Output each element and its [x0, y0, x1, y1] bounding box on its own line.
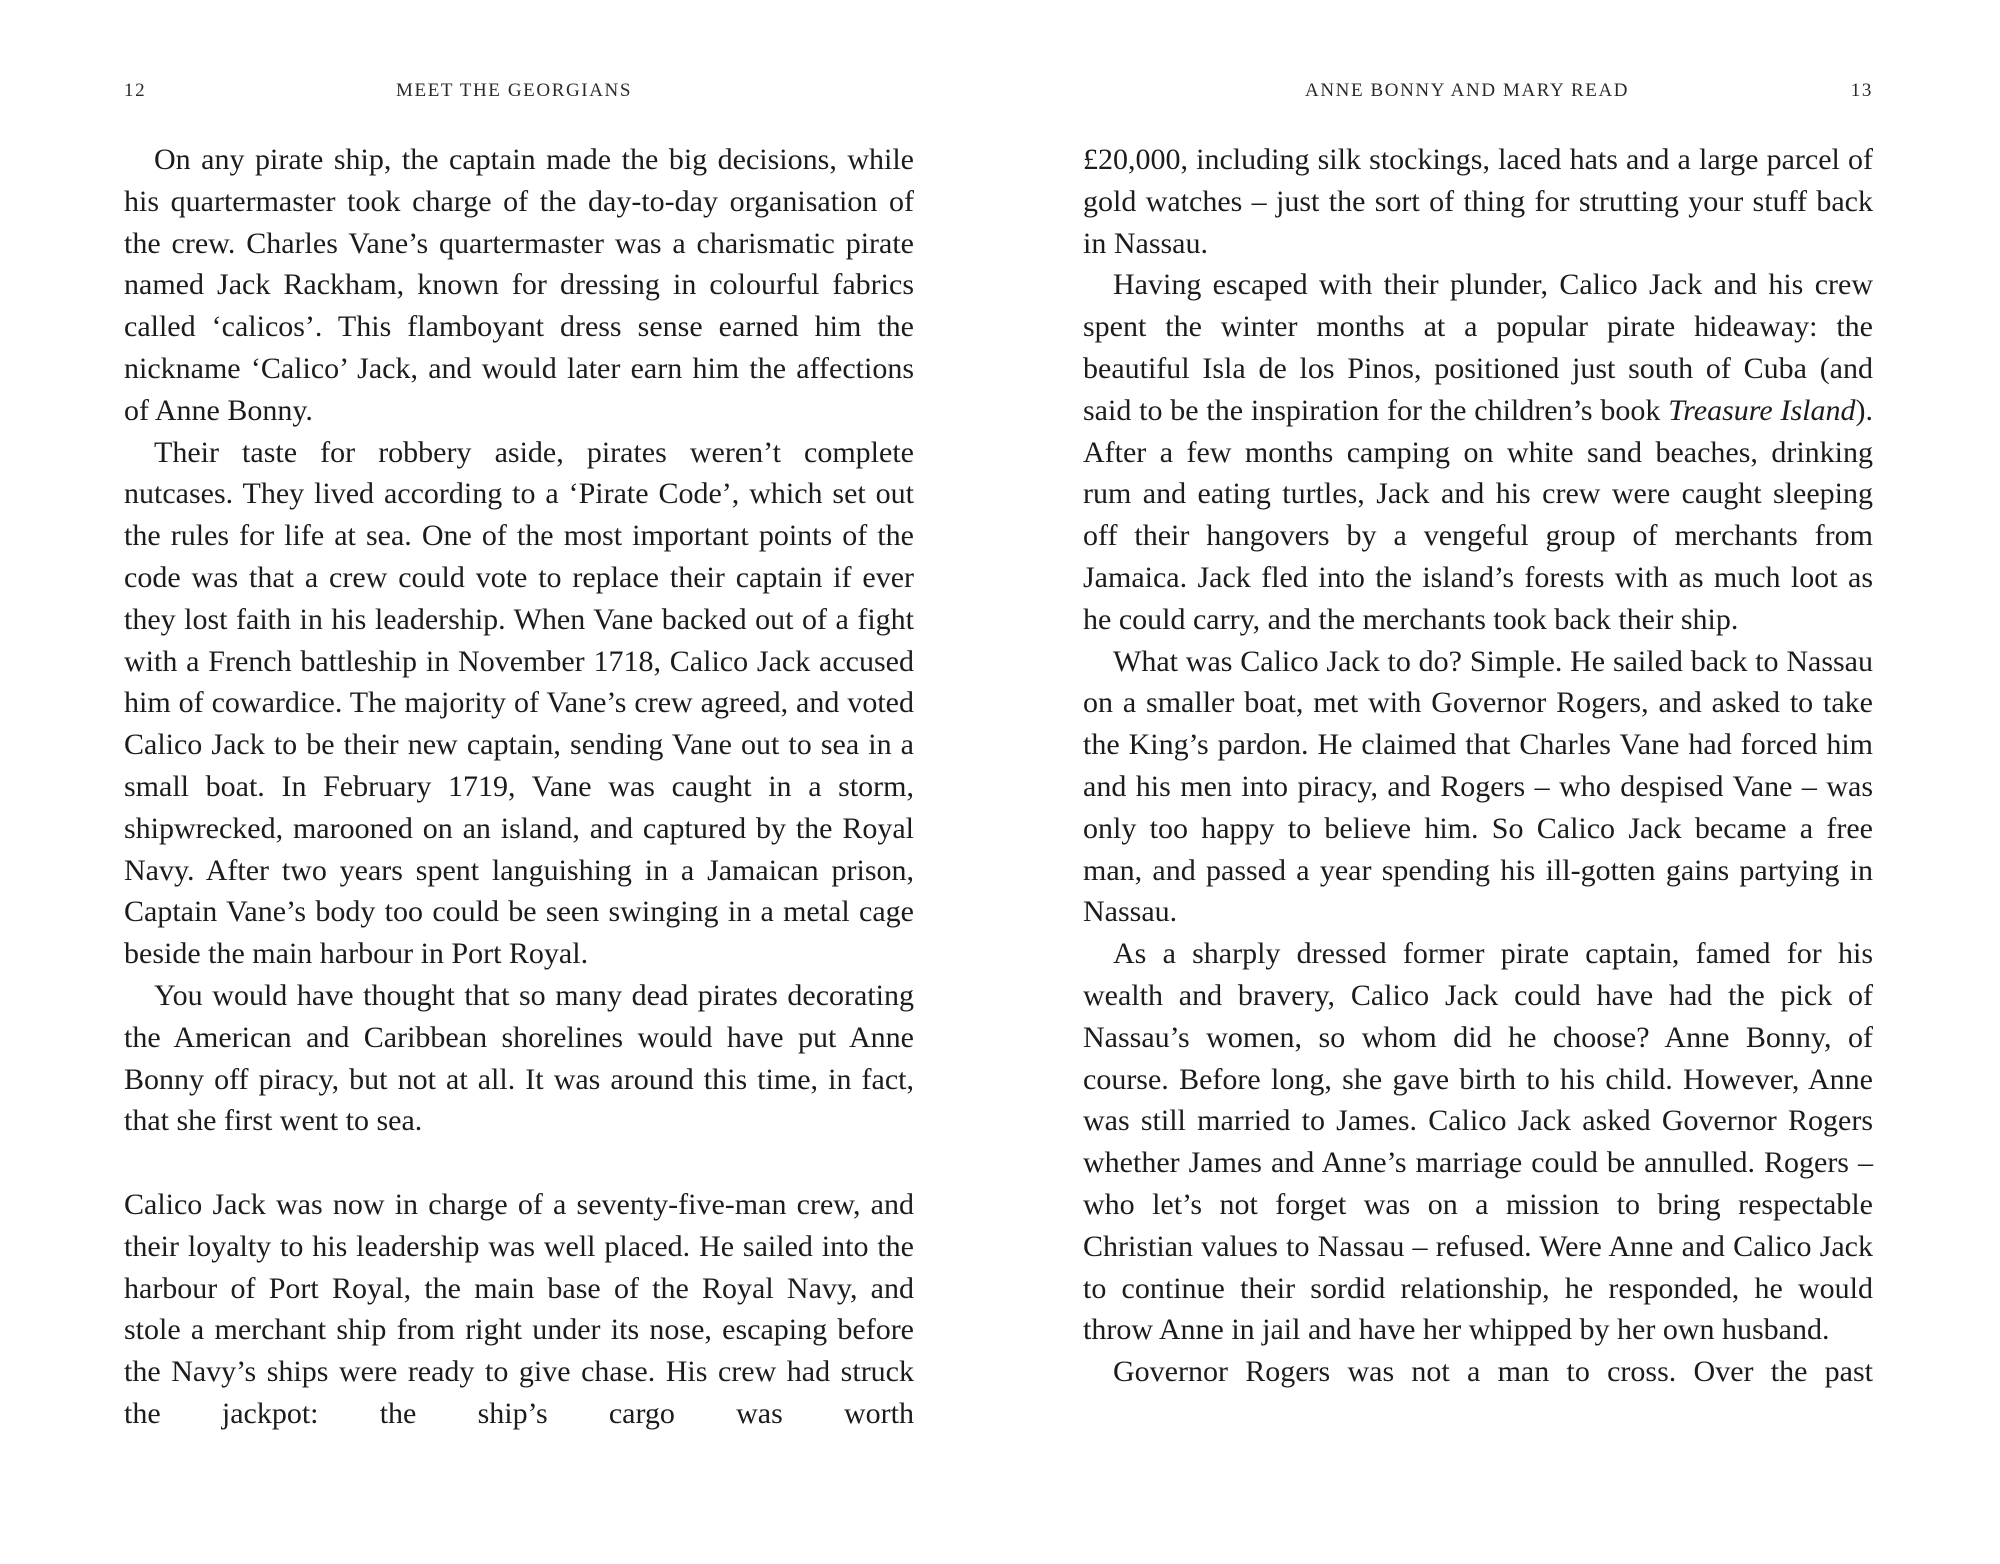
left-paragraph-3: You would have thought that so many dead pirates decorating the American and Caribbean shorelines would have put Anne Bonny off piracy, but not at all. It was around this time, in fact, that she first went to sea.	[124, 978, 914, 1138]
left-paragraph-4: Calico Jack was now in charge of a seventy-five-man crew, and their loyalty to his leadership was well placed. He sailed into the harbour of Port Royal, the main base of the Royal Navy, and stole a merchant ship from right under its nose, escaping before the Navy’s ships were ready to give chase. His crew had struck the jackpot: the ship’s cargo was worth	[124, 1187, 914, 1430]
section-break	[124, 1142, 914, 1184]
left-body-text	[124, 139, 914, 1435]
right-page-number: 13	[1850, 80, 1873, 101]
right-paragraph-3: What was Calico Jack to do? Simple. He sailed back to Nassau on a smaller boat, met with Governor Rogers, and asked to take the King’s pardon. He claimed that Charles Vane had forced him and his men into piracy, and Rogers – who despised Vane – was only too happy to believe him. So Calico Jack became a free man, and passed a year spending his ill-gotten gains partying in Nassau.	[1083, 644, 1873, 929]
right-paragraph-2	[1083, 264, 1873, 640]
left-paragraph-1: On any pirate ship, the captain made the big decisions, while his quartermaster took charge of the day-to-day organisation of the crew. Charles Vane’s quartermaster was a charismatic pirate named Jack Rackham, known for dressing in colourful fabrics called ‘calicos’. This flamboyant dress sense earned him the nickname ‘Calico’ Jack, and would later earn him the affections of Anne Bonny.	[124, 143, 914, 427]
right-paragraph-2-end: ). After a few months camping on white sand beaches, drinking rum and eating turtles, Jack and his crew were caught sleeping off their hangovers by a vengeful group of merchants from Jamaica. Jack fled into the island’s forests with as much loot as he could carry, and the merchants took back their ship.	[1083, 393, 1873, 636]
right-paragraph-4: As a sharply dressed former pirate captain, famed for his wealth and bravery, Calico Jack could have had the pick of Nassau’s women, so whom did he choose? Anne Bonny, of course. Before long, she gave birth to his child. However, Anne was still married to James. Calico Jack asked Governor Rogers whether James and Anne’s marriage could be annulled. Rogers – who let’s not forget was on a mission to bring respectable Christian values to Nassau – refused. Were Anne and Calico Jack to continue their sordid relationship, he responded, he would throw Anne in jail and have her whipped by her own husband.	[1083, 937, 1873, 1347]
right-running-head	[1083, 80, 1873, 106]
left-paragraph-2: Their taste for robbery aside, pirates weren’t complete nutcases. They lived according to a ‘Pirate Code’, which set out the rules for life at sea. One of the most important points of the code was that a crew could vote to replace their captain if ever they lost faith in his leadership. When Vane backed out of a fight with a French battleship in November 1718, Calico Jack accused him of cowardice. The majority of Vane’s crew agreed, and voted Calico Jack to be their new captain, sending Vane out to sea in a small boat. In February 1719, Vane was caught in a storm, shipwrecked, marooned on an island, and captured by the Royal Navy. After two years spent languishing in a Jamaican prison, Captain Vane’s body too could be seen swinging in a metal cage beside the main harbour in Port Royal.	[124, 435, 914, 971]
left-page	[124, 0, 914, 1564]
right-paragraph-1: £20,000, including silk stockings, laced hats and a large parcel of gold watches – just the sort of thing for strutting your stuff back in Nassau.	[1083, 143, 1873, 260]
left-running-head	[124, 80, 914, 106]
right-paragraph-2-start: Having escaped with their plunder, Calico Jack and his crew spent the winter months at a popular pirate hideaway: the beautiful Isla de los Pinos, positioned just south of Cuba (and said to be the inspiration for the children’s book	[1083, 268, 1873, 427]
book-title-treasure-island: Treasure Island	[1668, 393, 1856, 427]
left-running-title: MEET THE GEORGIANS	[396, 80, 633, 101]
right-page	[1083, 0, 1873, 1564]
right-running-title: ANNE BONNY AND MARY READ	[1305, 80, 1630, 101]
left-page-number: 12	[124, 80, 147, 101]
right-paragraph-5: Governor Rogers was not a man to cross. Over the past	[1113, 1355, 1873, 1389]
right-body-text	[1083, 139, 1873, 1393]
